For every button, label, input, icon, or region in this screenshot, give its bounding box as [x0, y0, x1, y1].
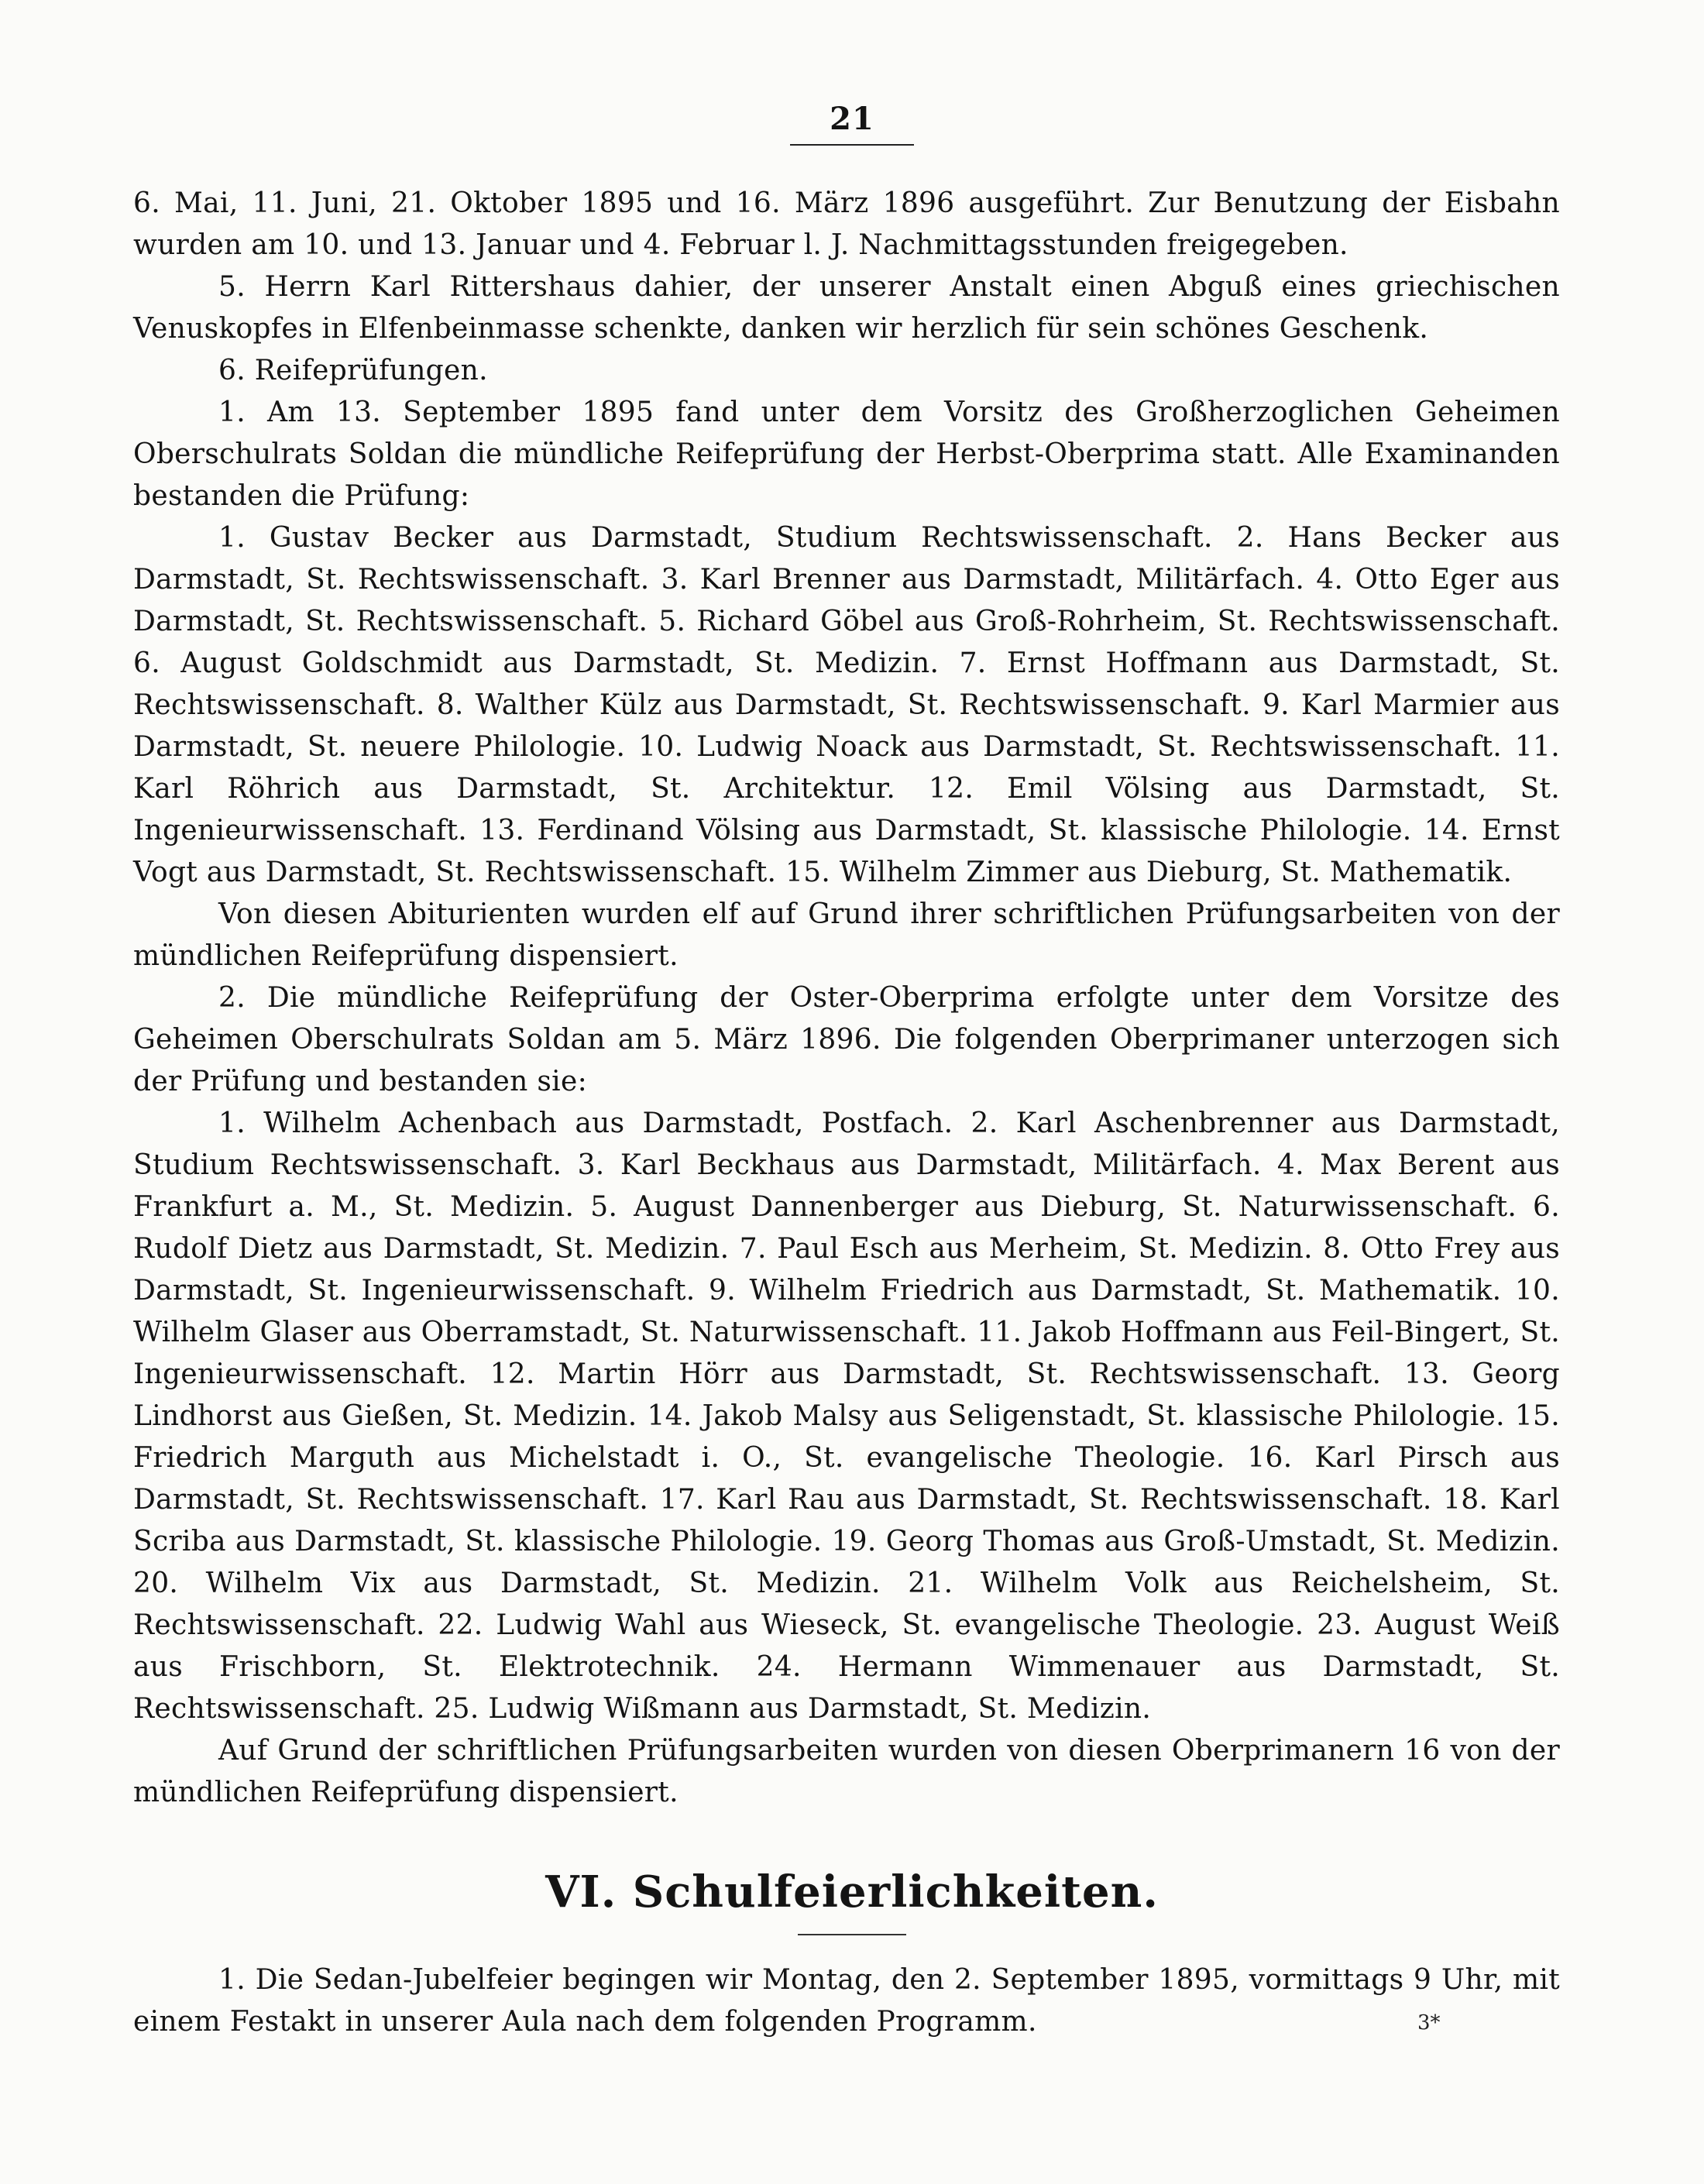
paragraph-autumn-dispensation: Von diesen Abiturienten wurden elf auf Grund ihrer schriftlichen Prüfungsarbeiten von der mündlichen Reifeprüfung dispensiert. [133, 898, 1560, 972]
section-heading: VI. Schulfeierlichkeiten. [545, 1866, 1159, 1918]
closing-text [133, 1959, 1560, 2043]
paragraph-spring-exam: 2. Die mündliche Reifeprüfung der Oster-Oberprima erfolgte unter dem Vorsitze des Geheimen Oberschulrats Soldan am 5. März 1896. Die folgenden Oberprimaner unterzogen sich der Prüfung und bestanden sie: [133, 982, 1560, 1097]
section-rule [798, 1934, 906, 1935]
paragraph-sedan-celebration: 1. Die Sedan-Jubelfeier begingen wir Montag, den 2. September 1895, vormittags 9 Uhr, mit einem Festakt in unserer Aula nach dem folgenden Programm. [133, 1964, 1560, 2038]
body-text [133, 183, 1560, 1814]
page-number-rule [790, 144, 914, 146]
paragraph-autumn-exam: 1. Am 13. September 1895 fand unter dem Vorsitz des Großherzoglichen Geheimen Oberschulrats Soldan die mündliche Reifeprüfung der Herbst-Oberprima statt. Alle Examinanden bestanden die Prüfung: [133, 397, 1560, 512]
signature-mark: 3* [1417, 2011, 1441, 2035]
paragraph-autumn-graduates: 1. Gustav Becker aus Darmstadt, Studium Rechtswissenschaft. 2. Hans Becker aus Darmstadt, St. Rechtswissenschaft. 3. Karl Brenner aus Darmstadt, Militärfach. 4. Otto Eger aus Darmstadt, St. Rechtswissenschaft. 5. Richard Göbel aus Groß-Rohrheim, St. Rechtswissenschaft. 6. August Goldschmidt aus Darmstadt, St. Medizin. 7. Ernst Hoffmann aus Darmstadt, St. Rechtswissenschaft. 8. Walther Külz aus Darmstadt, St. Rechtswissenschaft. 9. Karl Marmier aus Darmstadt, St. neuere Philologie. 10. Ludwig Noack aus Darmstadt, St. Rechtswissenschaft. 11. Karl Röhrich aus Darmstadt, St. Architektur. 12. Emil Völsing aus Darmstadt, St. Ingenieurwissenschaft. 13. Ferdinand Völsing aus Darmstadt, St. klassische Philologie. 14. Ernst Vogt aus Darmstadt, St. Rechtswissenschaft. 15. Wilhelm Zimmer aus Dieburg, St. Mathematik. [133, 522, 1560, 888]
paragraph-donation: 5. Herrn Karl Rittershaus dahier, der unserer Anstalt einen Abguß eines griechischen Venuskopfes in Elfenbeinmasse schenkte, danken wir herzlich für sein schönes Geschenk. [133, 271, 1560, 345]
page-number: 21 [830, 101, 874, 137]
paragraph-spring-graduates: 1. Wilhelm Achenbach aus Darmstadt, Postfach. 2. Karl Aschenbrenner aus Darmstadt, Studium Rechtswissenschaft. 3. Karl Beckhaus aus Darmstadt, Militärfach. 4. Max Berent aus Frankfurt a. M., St. Medizin. 5. August Dannenberger aus Dieburg, St. Naturwissenschaft. 6. Rudolf Dietz aus Darmstadt, St. Medizin. 7. Paul Esch aus Merheim, St. Medizin. 8. Otto Frey aus Darmstadt, St. Ingenieurwissenschaft. 9. Wilhelm Friedrich aus Darmstadt, St. Mathematik. 10. Wilhelm Glaser aus Oberramstadt, St. Naturwissenschaft. 11. Jakob Hoffmann aus Feil-Bingert, St. Ingenieurwissenschaft. 12. Martin Hörr aus Darmstadt, St. Rechtswissenschaft. 13. Georg Lindhorst aus Gießen, St. Medizin. 14. Jakob Malsy aus Seligenstadt, St. klassische Philologie. 15. Friedrich Marguth aus Michelstadt i. O., St. evangelische Theologie. 16. Karl Pirsch aus Darmstadt, St. Rechtswissenschaft. 17. Karl Rau aus Darmstadt, St. Rechtswissenschaft. 18. Karl Scriba aus Darmstadt, St. klassische Philologie. 19. Georg Thomas aus Groß-Umstadt, St. Medizin. 20. Wilhelm Vix aus Darmstadt, St. Medizin. 21. Wilhelm Volk aus Reichelsheim, St. Rechtswissenschaft. 22. Ludwig Wahl aus Wieseck, St. evangelische Theologie. 23. August Weiß aus Frischborn, St. Elektrotechnik. 24. Hermann Wimmenauer aus Darmstadt, St. Rechtswissenschaft. 25. Ludwig Wißmann aus Darmstadt, St. Medizin. [133, 1107, 1560, 1725]
subheading-reifepruefungen: 6. Reifeprüfungen. [218, 355, 488, 386]
paragraph-continuation: 6. Mai, 11. Juni, 21. Oktober 1895 und 16. März 1896 ausgeführt. Zur Benutzung der Eisbahn wurden am 10. und 13. Januar und 4. Februar l. J. Nachmittagsstunden freigegeben. [133, 187, 1560, 261]
paragraph-spring-dispensation: Auf Grund der schriftlichen Prüfungsarbeiten wurden von diesen Oberprimanern 16 von der mündlichen Reifeprüfung dispensiert. [133, 1735, 1560, 1808]
